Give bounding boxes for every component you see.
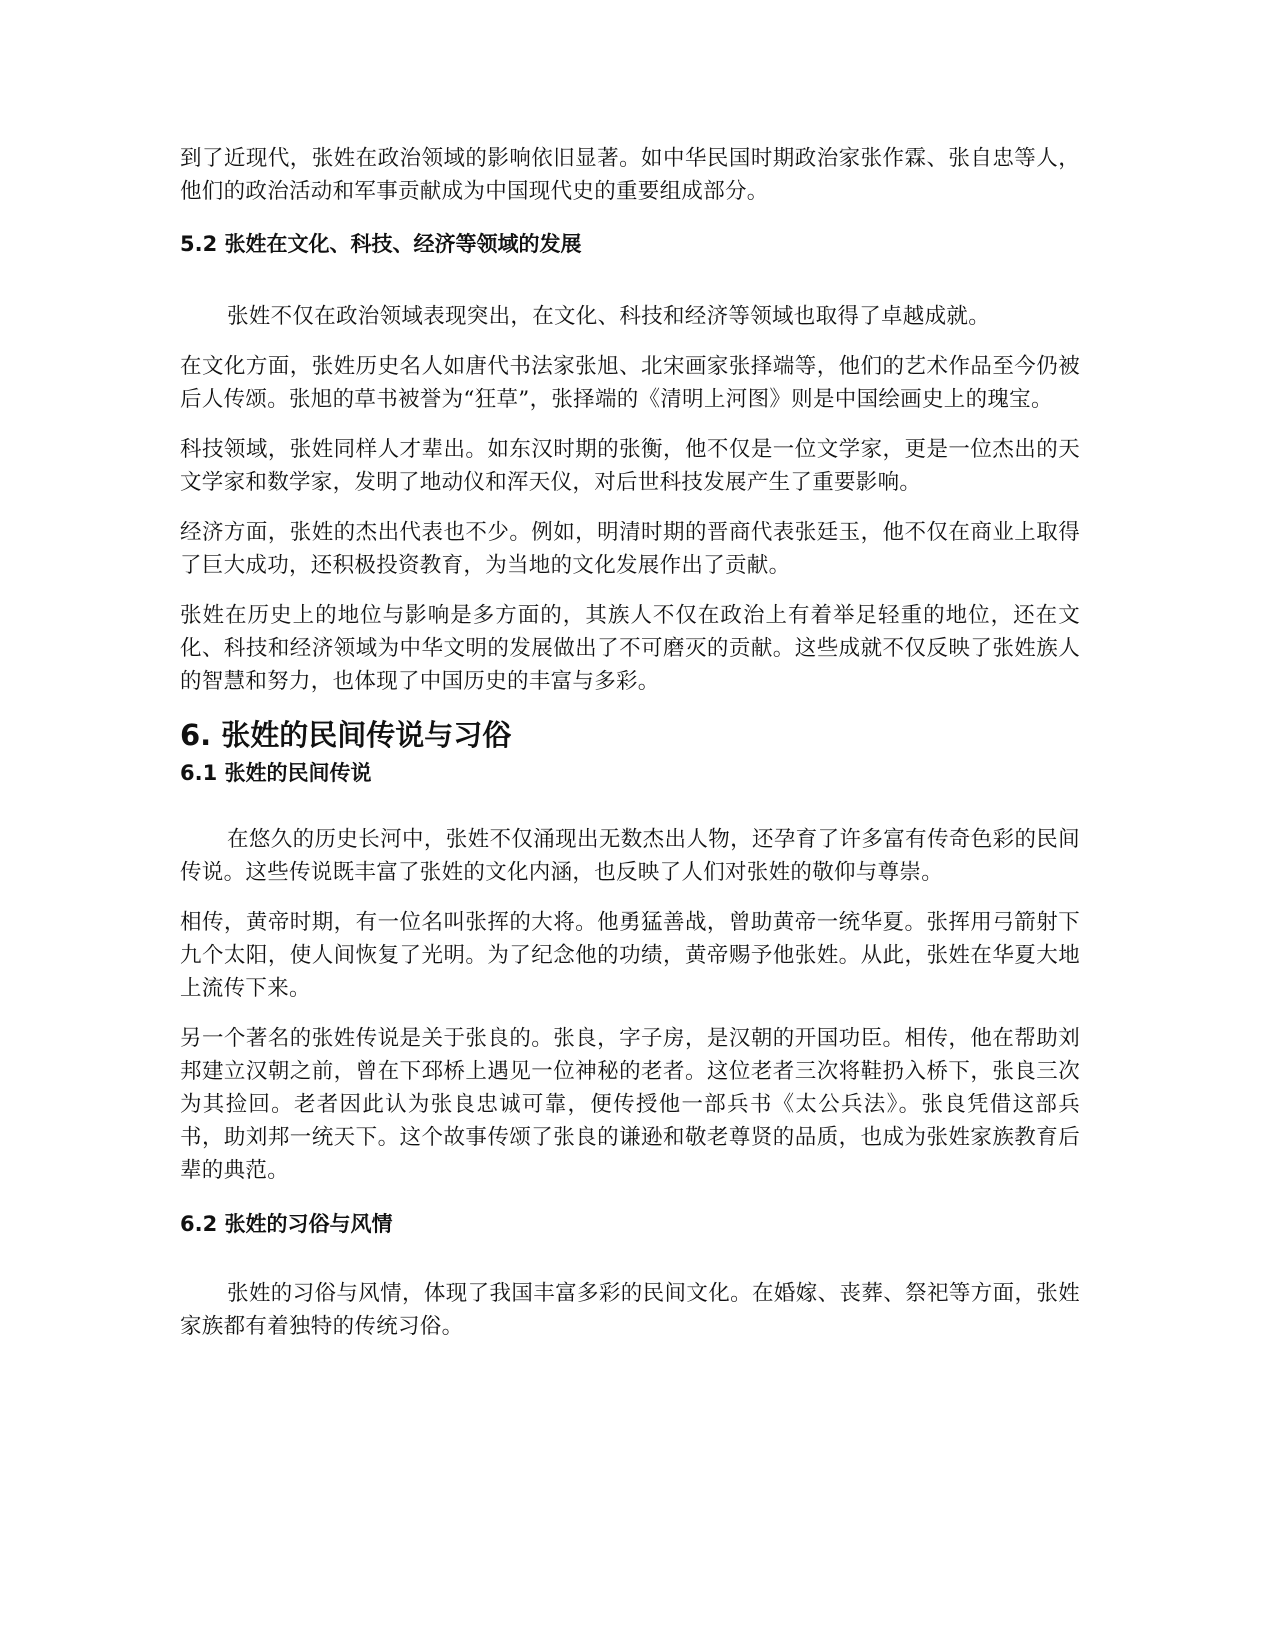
paragraph-6-2-intro: 张姓的习俗与风情，体现了我国丰富多彩的民间文化。在婚嫁、丧葬、祭祀等方面，张姓家族都有着独特的传统习俗。 <box>180 1281 1080 1339</box>
paragraph-economy: 经济方面，张姓的杰出代表也不少。例如，明清时期的晋商代表张廷玉，他不仅在商业上取得了巨大成功，还积极投资教育，为当地的文化发展作出了贡献。 <box>180 520 1080 578</box>
subheading-6-2: 6.2 张姓的习俗与风情 <box>180 1212 393 1236</box>
paragraph-legend-zhanghui: 相传，黄帝时期，有一位名叫张挥的大将。他勇猛善战，曾助黄帝一统华夏。张挥用弓箭射下九个太阳，使人间恢复了光明。为了纪念他的功绩，黄帝赐予他张姓。从此，张姓在华夏大地上流传下来。 <box>180 910 1080 1001</box>
paragraph-summary: 张姓在历史上的地位与影响是多方面的，其族人不仅在政治上有着举足轻重的地位，还在文化、科技和经济领域为中华文明的发展做出了不可磨灭的贡献。这些成就不仅反映了张姓族人的智慧和努力，也体现了中国历史的丰富与多彩。 <box>180 603 1080 694</box>
subheading-6-1: 6.1 张姓的民间传说 <box>180 761 372 785</box>
paragraph-5-2-intro: 张姓不仅在政治领域表现突出，在文化、科技和经济等领域也取得了卓越成就。 <box>227 304 991 329</box>
document-page <box>180 142 1080 1343</box>
paragraph-culture: 在文化方面，张姓历史名人如唐代书法家张旭、北宋画家张择端等，他们的艺术作品至今仍被后人传颂。张旭的草书被誉为“狂草”，张择端的《清明上河图》则是中国绘画史上的瑰宝。 <box>180 354 1080 412</box>
paragraph-6-1-intro: 在悠久的历史长河中，张姓不仅涌现出无数杰出人物，还孕育了许多富有传奇色彩的民间传说。这些传说既丰富了张姓的文化内涵，也反映了人们对张姓的敬仰与尊崇。 <box>180 827 1080 885</box>
paragraph-modern-politics: 到了近现代，张姓在政治领域的影响依旧显著。如中华民国时期政治家张作霖、张自忠等人，他们的政治活动和军事贡献成为中国现代史的重要组成部分。 <box>180 146 1080 204</box>
paragraph-legend-zhangliang: 另一个著名的张姓传说是关于张良的。张良，字子房，是汉朝的开国功臣。相传，他在帮助刘邦建立汉朝之前，曾在下邳桥上遇见一位神秘的老者。这位老者三次将鞋扔入桥下，张良三次为其捡回。老者因此认为张良忠诚可靠，便传授他一部兵书《太公兵法》。张良凭借这部兵书，助刘邦一统天下。这个故事传颂了张良的谦逊和敬老尊贤的品质，也成为张姓家族教育后辈的典范。 <box>180 1026 1080 1183</box>
paragraph-technology: 科技领域，张姓同样人才辈出。如东汉时期的张衡，他不仅是一位文学家，更是一位杰出的天文学家和数学家，发明了地动仪和浑天仪，对后世科技发展产生了重要影响。 <box>180 437 1080 495</box>
section-heading-6: 6. 张姓的民间传说与习俗 <box>180 718 512 752</box>
subheading-5-2: 5.2 张姓在文化、科技、经济等领域的发展 <box>180 232 582 256</box>
